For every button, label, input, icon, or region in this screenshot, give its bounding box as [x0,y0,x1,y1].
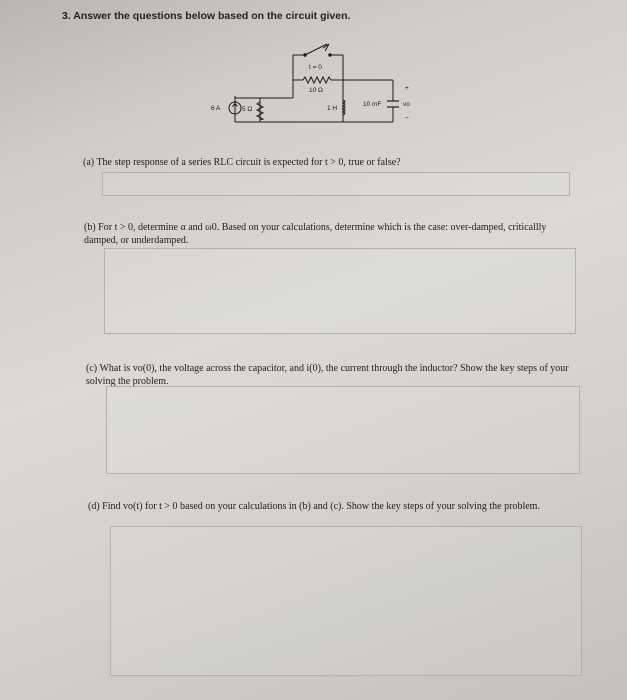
question-c [86,362,572,388]
question-a-label: (a) [83,157,95,168]
capacitor-label: 10 mF [363,101,382,108]
inductor-label: 1 H [327,105,338,112]
question-a-text: The step response of a series RLC circuit is expected for t > 0, true or false? [96,157,401,168]
question-b-label: (b) [84,222,96,233]
answer-box-c[interactable] [106,386,580,474]
resistor-5ohm-label: 5 Ω [242,106,253,113]
output-plus: + [405,85,409,92]
answer-box-d[interactable] [110,526,582,676]
source-label: 6 A [211,105,221,112]
output-label: vo [403,101,410,108]
question-b-text: For t > 0, determine α and ω0. Based on your calculations, determine which is the case: over-damped, criticallly damped, or underdamped. [84,222,547,246]
answer-box-a[interactable] [102,172,570,196]
question-title: 3. Answer the questions below based on the circuit given. [62,10,351,22]
question-d [88,500,578,513]
question-c-text: What is vo(0), the voltage across the capacitor, and i(0), the current through the inductor? Show the key steps of your solving the problem. [86,363,569,387]
question-a [83,156,563,169]
answer-box-b[interactable] [104,248,576,334]
question-b [84,221,574,247]
resistor-10ohm-label: 10 Ω [309,87,323,94]
rlc-circuit-diagram [205,40,425,135]
question-d-text: Find vo(t) for t > 0 based on your calculations in (b) and (c). Show the key steps of your solving the problem. [102,501,540,512]
capacitor-symbol [387,101,399,107]
resistor-10ohm [303,77,331,83]
output-minus: − [405,115,409,122]
switch-symbol [304,44,331,56]
question-c-label: (c) [86,363,98,374]
switch-label: t = 0 [309,64,322,71]
question-d-label: (d) [88,501,100,512]
